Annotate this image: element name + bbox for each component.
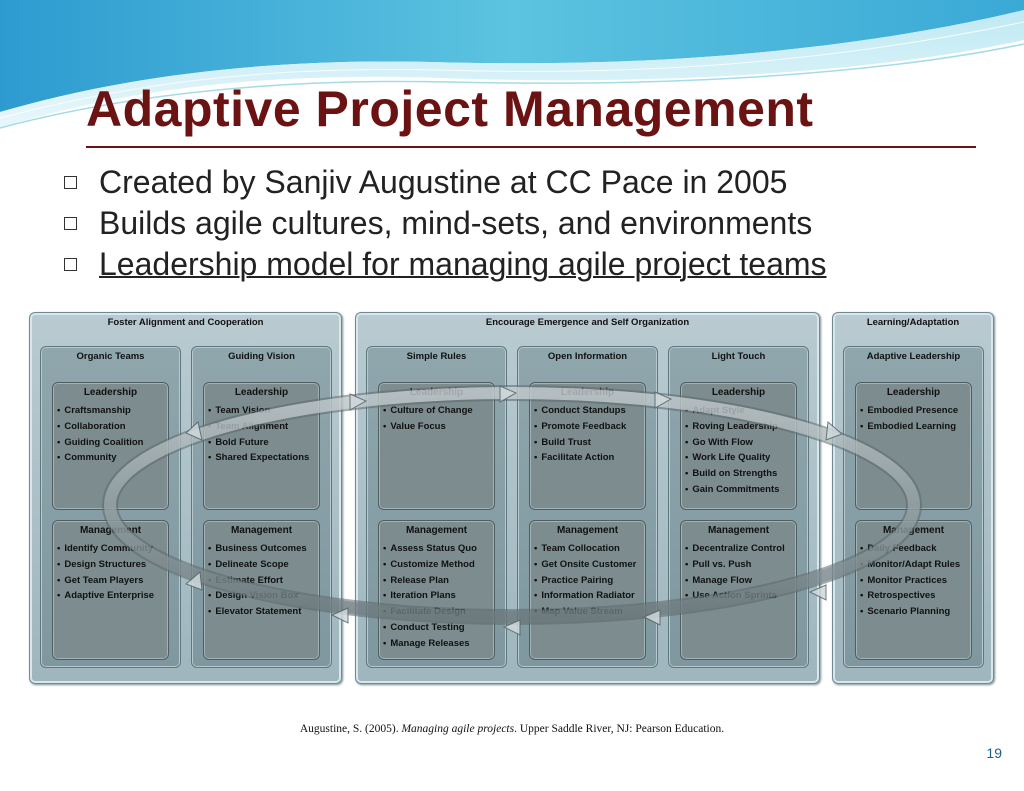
bullet-list <box>60 162 980 285</box>
group-title: Learning/Adaptation <box>866 317 960 328</box>
citation <box>0 723 1024 735</box>
column-panel <box>843 346 984 668</box>
leadership-card <box>378 382 495 510</box>
leadership-card-title: Leadership <box>711 387 766 398</box>
list-item: • Identify Community <box>57 543 154 559</box>
management-card-title: Management <box>79 525 142 536</box>
management-item-list <box>383 543 477 654</box>
list-item: • Get Team Players <box>57 575 154 591</box>
column-title: Open Information <box>547 351 628 362</box>
list-item: • Release Plan <box>383 575 477 591</box>
leadership-card <box>855 382 972 510</box>
list-item: • Scenario Planning <box>860 606 960 622</box>
bullet-item <box>60 203 980 244</box>
list-item: • Information Radiator <box>534 590 636 606</box>
list-item: • Gain Commitments <box>685 484 779 500</box>
leadership-card <box>529 382 646 510</box>
management-item-list <box>860 543 960 622</box>
column-title: Guiding Vision <box>228 351 295 362</box>
group-title: Foster Alignment and Cooperation <box>107 317 264 328</box>
list-item: • Delineate Scope <box>208 559 307 575</box>
list-item: • Team Collocation <box>534 543 636 559</box>
list-item: • Elevator Statement <box>208 606 307 622</box>
leadership-item-list <box>208 405 309 468</box>
list-item: • Use Action Sprints <box>685 590 785 606</box>
list-item: • Map Value Stream <box>534 606 636 622</box>
list-item: • Guiding Coalition <box>57 437 143 453</box>
list-item: • Go With Flow <box>685 437 779 453</box>
list-item: • Build on Strengths <box>685 468 779 484</box>
list-item: • Manage Flow <box>685 575 785 591</box>
leadership-item-list <box>57 405 143 468</box>
group-title: Encourage Emergence and Self Organization <box>485 317 690 328</box>
management-card <box>203 520 320 660</box>
column-title: Adaptive Leadership <box>866 351 961 362</box>
list-item: • Shared Expectations <box>208 452 309 468</box>
list-item: • Pull vs. Push <box>685 559 785 575</box>
management-card-title: Management <box>556 525 619 536</box>
management-card <box>52 520 169 660</box>
list-item: • Adapt Style <box>685 405 779 421</box>
leadership-item-list <box>383 405 473 437</box>
list-item: • Iteration Plans <box>383 590 477 606</box>
list-item: • Decentralize Control <box>685 543 785 559</box>
column-panel <box>366 346 507 668</box>
bullet-link-text[interactable]: Leadership model for managing agile project teams <box>99 246 827 282</box>
leadership-item-list <box>685 405 779 500</box>
list-item: • Monitor/Adapt Rules <box>860 559 960 575</box>
list-item: • Work Life Quality <box>685 452 779 468</box>
bullet-text: Builds agile cultures, mind-sets, and environments <box>99 205 813 241</box>
management-card-title: Management <box>707 525 770 536</box>
title-divider <box>86 146 976 148</box>
column-panel <box>40 346 181 668</box>
leadership-card <box>52 382 169 510</box>
citation-suffix: . Upper Saddle River, NJ: Pearson Education. <box>514 723 725 735</box>
bullet-item <box>60 244 980 285</box>
list-item: • Manage Releases <box>383 638 477 654</box>
list-item: • Community <box>57 452 143 468</box>
management-item-list <box>57 543 154 606</box>
list-item: • Estimate Effort <box>208 575 307 591</box>
column-panel <box>191 346 332 668</box>
list-item: • Design Structures <box>57 559 154 575</box>
list-item: • Customize Method <box>383 559 477 575</box>
management-item-list <box>534 543 636 622</box>
list-item: • Conduct Testing <box>383 622 477 638</box>
leadership-card <box>203 382 320 510</box>
list-item: • Culture of Change <box>383 405 473 421</box>
management-card <box>680 520 797 660</box>
list-item: • Monitor Practices <box>860 575 960 591</box>
list-item: • Assess Status Quo <box>383 543 477 559</box>
leadership-item-list <box>860 405 958 437</box>
column-title: Light Touch <box>711 351 766 362</box>
list-item: • Build Trust <box>534 437 626 453</box>
leadership-item-list <box>534 405 626 468</box>
page-number: 19 <box>986 745 1002 761</box>
leadership-card-title: Leadership <box>886 387 941 398</box>
bullet-item <box>60 162 980 203</box>
column-panel <box>517 346 658 668</box>
list-item: • Collaboration <box>57 421 143 437</box>
management-card-title: Management <box>882 525 945 536</box>
list-item: • Get Onsite Customer <box>534 559 636 575</box>
square-bullet-icon <box>64 217 77 230</box>
list-item: • Facilitate Design <box>383 606 477 622</box>
management-card-title: Management <box>230 525 293 536</box>
list-item: • Business Outcomes <box>208 543 307 559</box>
leadership-card-title: Leadership <box>560 387 615 398</box>
list-item: • Team Alignment <box>208 421 309 437</box>
list-item: • Daily Feedback <box>860 543 960 559</box>
list-item: • Craftsmanship <box>57 405 143 421</box>
management-item-list <box>685 543 785 606</box>
leadership-card-title: Leadership <box>83 387 138 398</box>
list-item: • Design Vision Box <box>208 590 307 606</box>
management-card <box>378 520 495 660</box>
slide-title: Adaptive Project Management <box>86 81 814 137</box>
list-item: • Retrospectives <box>860 590 960 606</box>
management-card-title: Management <box>405 525 468 536</box>
list-item: • Conduct Standups <box>534 405 626 421</box>
list-item: • Value Focus <box>383 421 473 437</box>
list-item: • Adaptive Enterprise <box>57 590 154 606</box>
list-item: • Facilitate Action <box>534 452 626 468</box>
column-panel <box>668 346 809 668</box>
square-bullet-icon <box>64 176 77 189</box>
citation-prefix: Augustine, S. (2005). <box>299 723 402 735</box>
list-item: • Roving Leadership <box>685 421 779 437</box>
bullet-text: Created by Sanjiv Augustine at CC Pace in 2005 <box>99 164 788 200</box>
management-item-list <box>208 543 307 622</box>
list-item: • Embodied Presence <box>860 405 958 421</box>
list-item: • Bold Future <box>208 437 309 453</box>
column-title: Organic Teams <box>76 351 145 362</box>
list-item: • Team Vision <box>208 405 309 421</box>
leadership-card <box>680 382 797 510</box>
citation-title: Managing agile projects <box>401 723 515 735</box>
management-card <box>529 520 646 660</box>
list-item: • Promote Feedback <box>534 421 626 437</box>
management-card <box>855 520 972 660</box>
square-bullet-icon <box>64 258 77 271</box>
leadership-card-title: Leadership <box>234 387 289 398</box>
column-title: Simple Rules <box>406 351 467 362</box>
list-item: • Embodied Learning <box>860 421 958 437</box>
leadership-card-title: Leadership <box>409 387 464 398</box>
list-item: • Practice Pairing <box>534 575 636 591</box>
